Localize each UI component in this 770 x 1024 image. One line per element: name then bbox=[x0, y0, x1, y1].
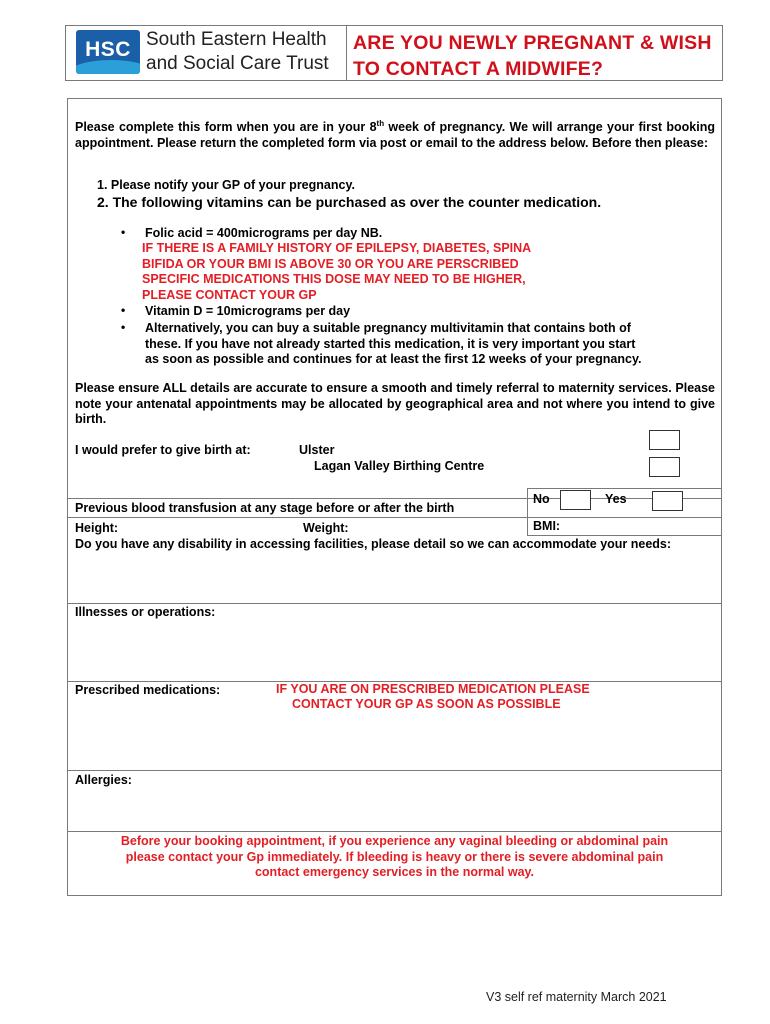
bullet-vitamin-d: Vitamin D = 10micrograms per day bbox=[145, 304, 351, 318]
folic-warning-line: BIFIDA OR YOUR BMI IS ABOVE 30 OR YOU ARE PERSCRIBED bbox=[142, 256, 519, 271]
bmi-bottom-line bbox=[527, 535, 722, 536]
folic-warning bbox=[142, 241, 531, 304]
ulster-checkbox[interactable] bbox=[649, 430, 680, 450]
lagan-checkbox[interactable] bbox=[649, 457, 680, 477]
bullet-dot-icon: • bbox=[121, 303, 126, 317]
title-line-1: ARE YOU NEWLY PREGNANT & WISH bbox=[353, 32, 712, 54]
folic-warning-line: PLEASE CONTACT YOUR GP bbox=[142, 288, 317, 303]
disability-label: Do you have any disability in accessing facilities, please detail so we can accommodate your needs: bbox=[75, 537, 672, 551]
folic-warning-line: IF THERE IS A FAMILY HISTORY OF EPILEPSY, DIABETES, SPINA bbox=[142, 241, 532, 255]
illnesses-label: Illnesses or operations: bbox=[75, 605, 216, 619]
bullet-folic: Folic acid = 400micrograms per day NB. bbox=[145, 226, 383, 240]
bmi-label: BMI: bbox=[533, 519, 561, 533]
medications-warning-1: IF YOU ARE ON PRESCRIBED MEDICATION PLEASE bbox=[276, 682, 590, 696]
no-yes-top-line bbox=[527, 488, 722, 489]
folic-warning-line: SPECIFIC MEDICATIONS THIS DOSE MAY NEED TO BE HIGHER, bbox=[142, 272, 526, 287]
bullet-dot-icon: • bbox=[121, 225, 126, 239]
medications-warning-2: CONTACT YOUR GP AS SOON AS POSSIBLE bbox=[292, 697, 561, 711]
logo-swoosh bbox=[76, 60, 140, 74]
medications-bottom-line bbox=[67, 770, 722, 771]
transfusion-yes-label: Yes bbox=[605, 492, 627, 506]
birth-label: I would prefer to give birth at: bbox=[75, 443, 251, 457]
transfusion-no-label: No bbox=[533, 492, 550, 506]
height-label: Height: bbox=[75, 521, 119, 535]
ensure-paragraph: Please ensure ALL details are accurate to ensure a smooth and timely referral to maternity services. Please note your antenatal appointments may be allocated by geographical area and not where you intend to give birth. bbox=[75, 381, 715, 427]
trust-line-2: and Social Care Trust bbox=[146, 53, 329, 74]
intro-part-2: week of pregnancy. We will arrange your first booking appointment. Please return the completed form via post or email to the address below. Before then please: bbox=[75, 120, 715, 150]
intro-paragraph bbox=[75, 116, 715, 152]
closing-line: contact emergency services in the normal way. bbox=[254, 865, 535, 880]
transfusion-yes-checkbox[interactable] bbox=[652, 491, 683, 511]
closing-line: please contact your Gp immediately. If bleeding is heavy or there is severe abdominal pain bbox=[125, 849, 664, 864]
bullet-dot-icon: • bbox=[121, 320, 126, 334]
medications-label: Prescribed medications: bbox=[75, 683, 221, 697]
trust-line-1: South Eastern Health bbox=[146, 29, 327, 50]
page-title bbox=[353, 30, 712, 82]
weight-label: Weight: bbox=[303, 521, 349, 535]
step-1: 1. Please notify your GP of your pregnancy. bbox=[97, 178, 355, 192]
medications-field[interactable] bbox=[68, 714, 721, 769]
closing-warning bbox=[68, 834, 721, 881]
step-2: 2. The following vitamins can be purchased as over the counter medication. bbox=[97, 194, 602, 210]
disability-bottom-line bbox=[67, 603, 722, 604]
multivitamin-line: as soon as possible and continues for at least the first 12 weeks of your pregnancy. bbox=[145, 352, 642, 367]
transfusion-label: Previous blood transfusion at any stage before or after the birth bbox=[75, 501, 455, 515]
allergies-bottom-line bbox=[67, 831, 722, 832]
header-divider bbox=[346, 25, 347, 81]
multivitamin-line: these. If you have not already started this medication, it is very important you start bbox=[145, 336, 636, 351]
bullet-multivitamin bbox=[145, 321, 715, 368]
allergies-label: Allergies: bbox=[75, 773, 132, 787]
birth-option-ulster: Ulster bbox=[299, 443, 335, 457]
measures-top-line bbox=[67, 517, 722, 518]
closing-line: Before your booking appointment, if you experience any vaginal bleeding or abdominal pain bbox=[120, 834, 669, 848]
intro-sup: th bbox=[376, 119, 385, 128]
trust-name bbox=[146, 28, 329, 76]
disability-field[interactable] bbox=[68, 568, 721, 602]
multivitamin-line: Alternatively, you can buy a suitable pregnancy multivitamin that contains both of bbox=[145, 321, 631, 335]
birth-option-lagan: Lagan Valley Birthing Centre bbox=[314, 459, 485, 473]
title-line-2: TO CONTACT A MIDWIFE? bbox=[353, 58, 604, 80]
illnesses-field[interactable] bbox=[68, 622, 721, 680]
logo-text: HSC bbox=[85, 38, 131, 61]
transfusion-no-checkbox[interactable] bbox=[560, 490, 591, 510]
transfusion-divider bbox=[527, 488, 528, 536]
version-footer: V3 self ref maternity March 2021 bbox=[486, 990, 667, 1004]
hsc-logo bbox=[76, 30, 140, 74]
allergies-field[interactable] bbox=[68, 790, 721, 830]
intro-part-1: Please complete this form when you are in your 8 bbox=[75, 120, 377, 135]
